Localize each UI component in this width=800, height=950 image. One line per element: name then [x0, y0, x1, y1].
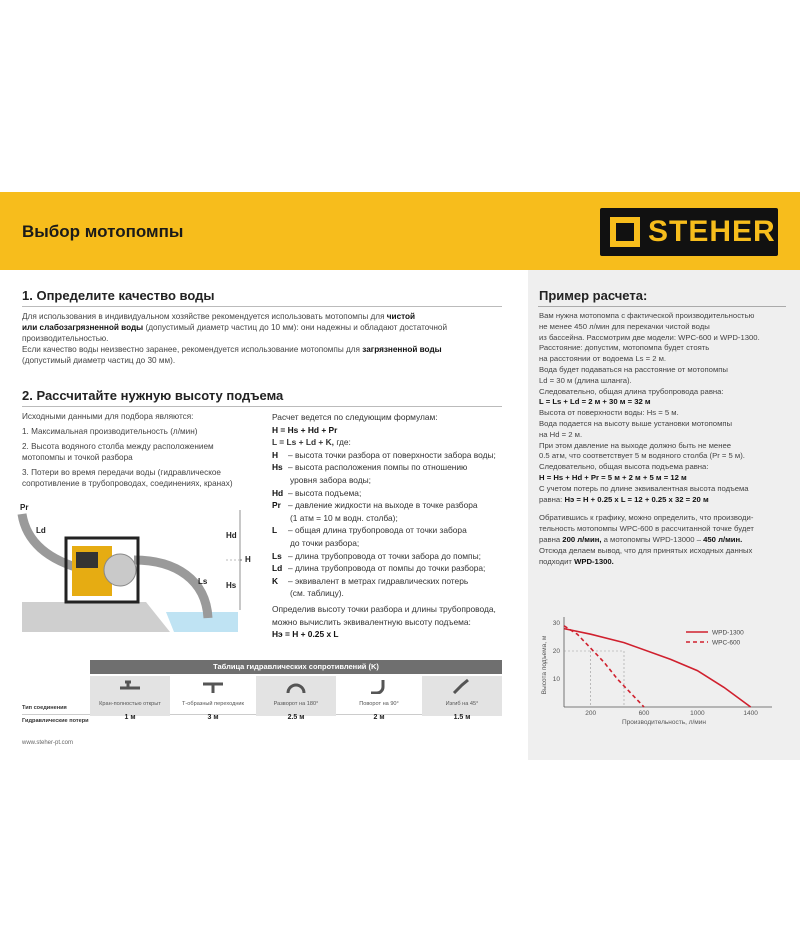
hydraulic-loss: 3 м [207, 714, 219, 721]
bend-45-icon [450, 678, 474, 694]
divider [22, 306, 502, 307]
x-tick-label: 600 [638, 710, 650, 717]
label-pr: Pr [20, 503, 29, 512]
connection-type: Т-образный переходник [182, 701, 244, 707]
hydraulic-loss: 1 м [124, 714, 136, 721]
table-cell [256, 676, 336, 721]
example-text: Вам нужна мотопомпа с фактической производительностью не менее 450 л/мин для перекачки чистой воды из бассейна. Рассмотрим две модели: WPC-600 и WPD-1300. Расстояние: допустим, мотопомпа будет стоять на расстоянии от водоема Ls = 2 м. Вода будет подаваться на расстояние от мотопомпы Ld = 30 м (длина шланга). Следовательно, общая длина трубопровода равна: L = Ls + Ld = 2 м + 30 м = 32 м Высота от поверхности воды: Hs = 5 м. Вода подается на высоту выше установки мотопомпы на Hd = 2 м. При этом давление на выходе должно быть не менее 0.5 атм, что соответствует 5 м водяного столба (Pr = 5 м). Следовательно, общая высота подъема равна: H = Hs + Hd + Pr = 5 м + 2 м + 5 м = 12 м С учетом потерь по длине эквивалентная высота подъема равна: Нэ = H + 0.25 x L = 12 + 0.25 x 32 = 20 м Обратившись к графику, можно определить, что производи- тельность мотопомпы WPC-600 в рассчитанной точке будет равна 200 л/мин, а мотопомпы WPD-13000 – 450 л/мин. Отсюда делаем вывод, что для принятых исходных данных подходит WPD-1300. [539, 311, 760, 566]
legend-label: WPD-1300 [712, 629, 744, 637]
footer-url: www.steher-pt.com [22, 740, 74, 746]
bend-180-icon [284, 678, 308, 694]
connection-type: Разворот на 180° [273, 701, 319, 707]
table-cell [173, 676, 253, 721]
label-hd: Hd [226, 531, 237, 540]
connection-type: Кран-полностью открыт [99, 701, 161, 707]
logo-mark-icon [610, 217, 640, 247]
y-axis-label: Высота подъема, м [541, 635, 548, 695]
connection-type: Поворот на 90° [359, 701, 399, 707]
table-title: Таблица гидравлических сопротивлений (K) [90, 660, 502, 674]
table-cell [422, 676, 502, 721]
label-hs: Hs [226, 581, 237, 590]
divider [22, 406, 502, 407]
section2-title: 2. Рассчитайте нужную высоту подъема [22, 388, 284, 403]
table-row1-label: Тип соединения [22, 705, 67, 711]
x-tick-label: 200 [585, 710, 597, 717]
formulas: Расчет ведется по следующим формулам: H = Hs + Hd + Pr L = Ls + Ld + K, где: H – высота точки разбора от поверхности забора воды; Hs – высота расположения помпы по отношению уровня забора воды; Hd – высота подъема; Pr – давление жидкости на выходе в точке разбора (1 атм = 10 м водн. столба); L – общая длина трубопровода от точки забора до точки разбора; Ls – длина трубопровода от точки забора до помпы; Ld – длина трубопровода от помпы до точки разбора; K – эквивалент в метрах гидравлических потерь (см. таблицу). Определив высоту точки разбора и длины трубопровода, можно вычислить эквивалентную высоту подъема: Нэ = H + 0.25 x L [272, 412, 496, 640]
y-tick-label: 10 [552, 676, 560, 683]
x-tick-label: 1400 [743, 710, 758, 717]
example-title: Пример расчета: [539, 288, 648, 303]
y-tick-label: 20 [552, 648, 560, 655]
connection-type: Изгиб на 45° [445, 701, 479, 707]
elbow-90-icon [367, 678, 391, 694]
x-tick-label: 1000 [690, 710, 705, 717]
valve-icon [118, 678, 142, 694]
performance-chart [536, 612, 796, 752]
table-cell [90, 676, 170, 721]
hydraulic-loss: 2 м [373, 714, 385, 721]
table-row2-label: Гидравлические потери [22, 718, 89, 724]
section1-title: 1. Определите качество воды [22, 288, 215, 303]
hydraulic-loss: 1.5 м [453, 714, 471, 721]
pump-diagram [16, 500, 262, 640]
tee-fitting-icon [201, 678, 225, 694]
label-ls: Ls [198, 577, 208, 586]
y-tick-label: 30 [552, 620, 560, 627]
steher-logo [600, 208, 778, 256]
legend-label: WPC-600 [712, 639, 741, 647]
table-cell [339, 676, 419, 721]
x-axis-label: Производительность, л/мин [622, 719, 706, 726]
hydraulic-loss: 2.5 м [287, 714, 305, 721]
section1-text: Для использования в индивидуальном хозяйстве рекомендуется использовать мотопомпы для чистой или слабозагрязненной воды (допустимый диаметр частиц до 10 мм): они надежны и обладают достаточной производительностью. Если качество воды неизвестно заранее, рекомендуется использование мотопомпы для загрязненной воды (допустимый диаметр частиц до 30 мм). [22, 312, 448, 365]
logo-text: STEHER [648, 215, 776, 248]
label-ld: Ld [36, 526, 46, 535]
inputs-list: Исходными данными для подбора являются: 1. Максимальная производительность (л/мин) 2. Высота водяного столба между расположением мотопомпы и точкой разбора 3. Потери во время передачи воды (гидравлическое сопротивление в трубопроводах, соединениях, кранах) [22, 412, 233, 488]
page-title: Выбор мотопомпы [22, 222, 184, 241]
label-h: H [245, 555, 251, 564]
